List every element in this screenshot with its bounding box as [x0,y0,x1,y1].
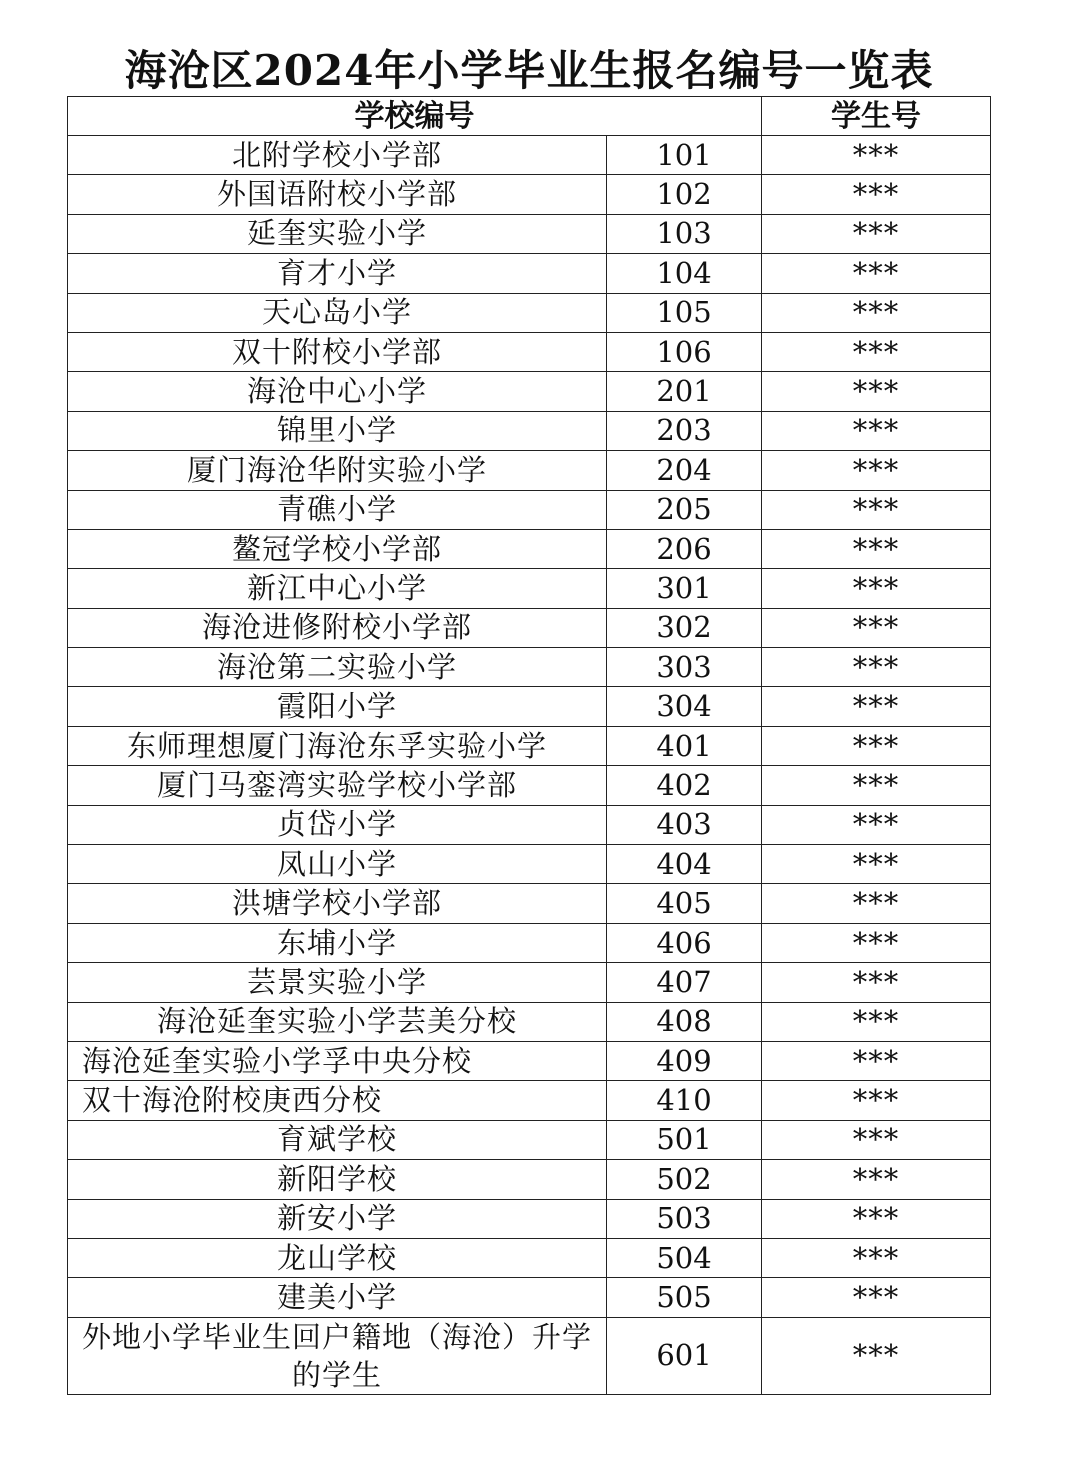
school-code-cell: 103 [607,214,762,253]
school-code-cell: 502 [607,1160,762,1199]
table-row [68,175,991,214]
school-name-cell: 海沧延奎实验小学芸美分校 [68,1002,607,1041]
student-no-cell: *** [762,451,991,490]
table-row [68,1278,991,1317]
school-name-cell: 海沧进修附校小学部 [68,608,607,647]
table-row [68,884,991,923]
table-row [68,1002,991,1041]
table-row [68,293,991,332]
school-code-cell: 203 [607,411,762,450]
school-name-cell: 建美小学 [68,1278,607,1317]
school-code-cell: 105 [607,293,762,332]
school-code-cell: 410 [607,1081,762,1120]
table-row [68,963,991,1002]
table-row [68,254,991,293]
student-no-cell: *** [762,726,991,765]
table-row [68,1317,991,1394]
school-name-cell: 北附学校小学部 [68,136,607,175]
school-code-cell: 302 [607,608,762,647]
school-name-cell: 青礁小学 [68,490,607,529]
school-code-cell: 408 [607,1002,762,1041]
table-header-row [68,97,991,136]
school-code-cell: 101 [607,136,762,175]
school-name-cell: 新安小学 [68,1199,607,1238]
school-code-cell: 601 [607,1317,762,1394]
student-no-cell: *** [762,608,991,647]
school-name-cell: 天心岛小学 [68,293,607,332]
school-name-cell: 霞阳小学 [68,687,607,726]
student-no-cell: *** [762,136,991,175]
student-no-cell: *** [762,569,991,608]
student-no-cell: *** [762,1199,991,1238]
student-no-cell: *** [762,175,991,214]
school-name-cell: 海沧中心小学 [68,372,607,411]
school-name-cell: 芸景实验小学 [68,963,607,1002]
school-code-cell: 201 [607,372,762,411]
school-name-cell: 鳌冠学校小学部 [68,529,607,568]
school-name-cell: 厦门马銮湾实验学校小学部 [68,766,607,805]
table-row [68,490,991,529]
table-row [68,332,991,371]
school-code-cell: 102 [607,175,762,214]
school-name-cell: 贞岱小学 [68,805,607,844]
school-name-cell: 外地小学毕业生回户籍地（海沧）升学的学生 [68,1317,607,1394]
table-row [68,411,991,450]
student-no-cell: *** [762,1160,991,1199]
school-code-cell: 504 [607,1238,762,1277]
student-no-cell: *** [762,411,991,450]
school-code-cell: 204 [607,451,762,490]
student-no-cell: *** [762,766,991,805]
student-no-cell: *** [762,1238,991,1277]
school-code-cell: 206 [607,529,762,568]
school-code-cell: 503 [607,1199,762,1238]
school-name-cell: 新江中心小学 [68,569,607,608]
table-row [68,687,991,726]
table-row [68,372,991,411]
table-row [68,1238,991,1277]
school-code-cell: 106 [607,332,762,371]
student-no-cell: *** [762,1278,991,1317]
school-code-cell: 501 [607,1120,762,1159]
table-row [68,766,991,805]
student-no-cell: *** [762,963,991,1002]
school-code-cell: 407 [607,963,762,1002]
table-row [68,608,991,647]
school-code-cell: 404 [607,845,762,884]
school-code-cell: 301 [607,569,762,608]
student-no-cell: *** [762,1317,991,1394]
table-row [68,1199,991,1238]
header-school-code: 学校编号 [68,97,762,136]
table-row [68,451,991,490]
school-name-cell: 育才小学 [68,254,607,293]
school-name-cell: 新阳学校 [68,1160,607,1199]
table-row [68,1120,991,1159]
school-name-cell: 双十海沧附校庚西分校 [68,1081,607,1120]
school-name-cell: 育斌学校 [68,1120,607,1159]
school-code-cell: 104 [607,254,762,293]
student-no-cell: *** [762,923,991,962]
header-student-no: 学生号 [762,97,991,136]
student-no-cell: *** [762,687,991,726]
student-no-cell: *** [762,845,991,884]
school-code-cell: 304 [607,687,762,726]
school-name-cell: 龙山学校 [68,1238,607,1277]
school-code-cell: 406 [607,923,762,962]
table-row [68,1081,991,1120]
school-code-cell: 402 [607,766,762,805]
table-row [68,214,991,253]
student-no-cell: *** [762,1041,991,1080]
table-row [68,845,991,884]
table-row [68,726,991,765]
school-name-cell: 延奎实验小学 [68,214,607,253]
table-body [68,97,991,1395]
school-code-table [67,96,991,1395]
school-name-cell: 双十附校小学部 [68,332,607,371]
table-row [68,648,991,687]
school-name-cell: 外国语附校小学部 [68,175,607,214]
table-row [68,136,991,175]
page-title: 海沧区2024年小学毕业生报名编号一览表 [124,46,934,95]
school-name-cell: 海沧第二实验小学 [68,648,607,687]
student-no-cell: *** [762,884,991,923]
student-no-cell: *** [762,293,991,332]
table-row [68,805,991,844]
school-code-cell: 401 [607,726,762,765]
school-code-cell: 205 [607,490,762,529]
student-no-cell: *** [762,372,991,411]
school-name-cell: 厦门海沧华附实验小学 [68,451,607,490]
student-no-cell: *** [762,1120,991,1159]
student-no-cell: *** [762,805,991,844]
school-name-cell: 东师理想厦门海沧东孚实验小学 [68,726,607,765]
table-row [68,923,991,962]
student-no-cell: *** [762,254,991,293]
student-no-cell: *** [762,490,991,529]
table-row [68,569,991,608]
student-no-cell: *** [762,1002,991,1041]
table-row [68,1041,991,1080]
student-no-cell: *** [762,529,991,568]
school-code-cell: 409 [607,1041,762,1080]
school-name-cell: 锦里小学 [68,411,607,450]
school-code-cell: 303 [607,648,762,687]
school-code-cell: 403 [607,805,762,844]
school-name-cell: 洪塘学校小学部 [68,884,607,923]
school-name-cell: 凤山小学 [68,845,607,884]
school-name-cell: 海沧延奎实验小学孚中央分校 [68,1041,607,1080]
school-code-cell: 505 [607,1278,762,1317]
school-name-cell: 东埔小学 [68,923,607,962]
student-no-cell: *** [762,332,991,371]
table-row [68,529,991,568]
school-code-cell: 405 [607,884,762,923]
student-no-cell: *** [762,648,991,687]
student-no-cell: *** [762,1081,991,1120]
student-no-cell: *** [762,214,991,253]
table-row [68,1160,991,1199]
